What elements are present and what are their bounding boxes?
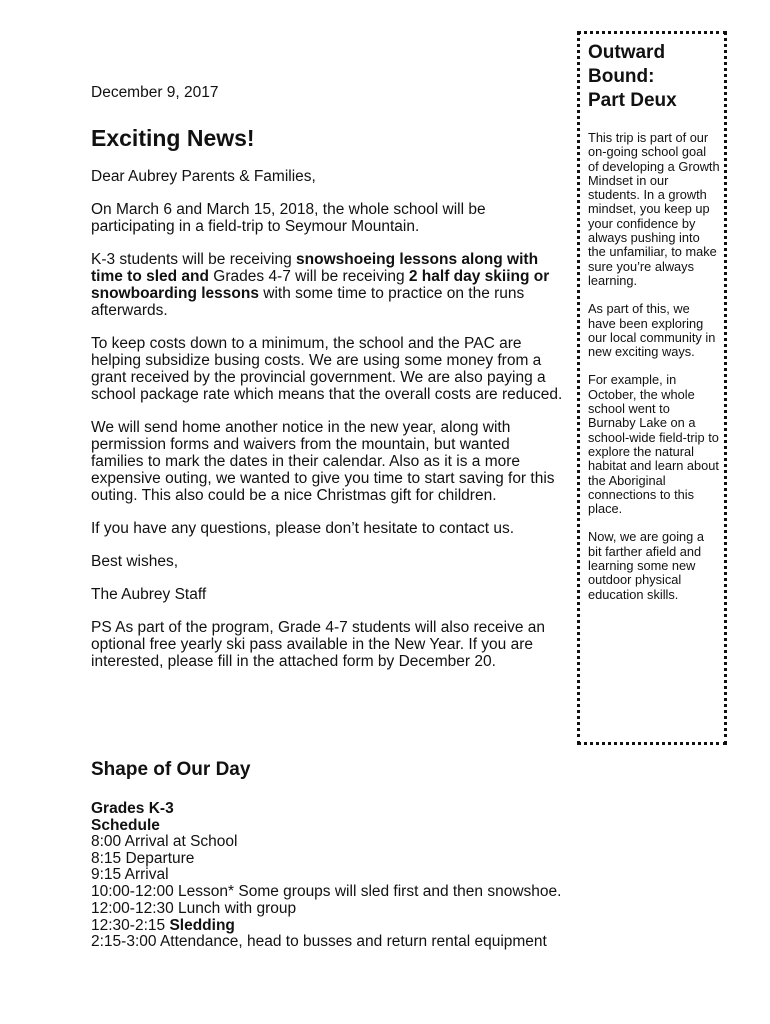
- sledding-label: Sledding: [169, 916, 235, 934]
- paragraph-costs: To keep costs down to a minimum, the school and the PAC are helping subsidize busing costs. We are using some money from a grant received by the provincial government. We are also paying a school package rate which means that the overall costs are reduced.: [91, 335, 563, 403]
- sledding-time: 12:30-2:15: [91, 916, 170, 934]
- lessons-text-a: K-3 students will be receiving: [91, 251, 297, 268]
- schedule-row: 9:15 Arrival: [91, 866, 169, 884]
- lessons-text-c: Grades 4-7 will be receiving: [209, 268, 409, 285]
- shape-of-day-section: [91, 758, 691, 951]
- paragraph-lessons: [91, 251, 563, 319]
- schedule-row-sledding: [91, 918, 691, 935]
- sidebar-box: [577, 31, 727, 745]
- sidebar-paragraph-now: Now, we are going a bit farther afield and learning some new outdoor physical education skills.: [588, 529, 704, 602]
- sidebar-title-line1: Outward: [588, 42, 666, 63]
- schedule-row: 12:00-12:30 Lunch with group: [91, 899, 297, 917]
- schedule-label: Schedule: [91, 817, 160, 834]
- greeting: Dear Aubrey Parents & Families,: [91, 168, 316, 185]
- sidebar-paragraph-example: For example, in October, the whole school went to Burnaby Lake on a school-wide field-trip to explore the natural habitat and learn about the Aboriginal connections to this place.: [588, 372, 719, 517]
- shape-title: Shape of Our Day: [91, 759, 251, 780]
- lessons-text-e: with some time to practice on the runs afterwards.: [91, 285, 525, 319]
- signature: The Aubrey Staff: [91, 586, 207, 603]
- sidebar-paragraph-mindset: This trip is part of our on-going school goal of developing a Growth Mindset in our students. In a growth mindset, you keep up your confidence by always pushing into the unfamiliar, to make sure you’re always learning.: [588, 130, 720, 288]
- schedule-row: 2:15-3:00 Attendance, head to busses and return rental equipment: [91, 933, 547, 951]
- letter-date: December 9, 2017: [91, 84, 219, 101]
- paragraph-field-trip: On March 6 and March 15, 2018, the whole school will be participating in a field-trip to Seymour Mountain.: [91, 201, 486, 235]
- paragraph-notice: We will send home another notice in the new year, along with permission forms and waivers from the mountain, but wanted families to mark the dates in their calendar. Also as it is a more expensive outing, we wanted to give you time to start saving for this outing. This also could be a nice Christmas gift for children.: [91, 419, 555, 504]
- sidebar-title-line3: Part Deux: [588, 90, 677, 111]
- letter: [91, 84, 563, 670]
- sidebar-paragraph-community: As part of this, we have been exploring our local community in new exciting ways.: [588, 301, 716, 360]
- sidebar-title: [588, 41, 720, 113]
- sidebar-title-line2: Bound:: [588, 66, 655, 87]
- lessons-bold-k3: snowshoeing lessons along with time to sled and: [91, 251, 539, 285]
- closing: Best wishes,: [91, 553, 179, 570]
- postscript: PS As part of the program, Grade 4-7 students will also receive an optional free yearly ski pass available in the New Year. If you are interested, please fill in the attached form by December 20.: [91, 619, 546, 670]
- lessons-bold-47: 2 half day skiing or snowboarding lessons: [91, 268, 550, 302]
- schedule-row: 8:15 Departure: [91, 849, 195, 867]
- paragraph-questions: If you have any questions, please don’t hesitate to contact us.: [91, 520, 515, 537]
- schedule-row: 10:00-12:00 Lesson* Some groups will sled first and then snowshoe.: [91, 883, 562, 901]
- headline: Exciting News!: [91, 125, 255, 151]
- grade-heading: Grades K-3: [91, 800, 174, 817]
- schedule-row: 8:00 Arrival at School: [91, 833, 238, 850]
